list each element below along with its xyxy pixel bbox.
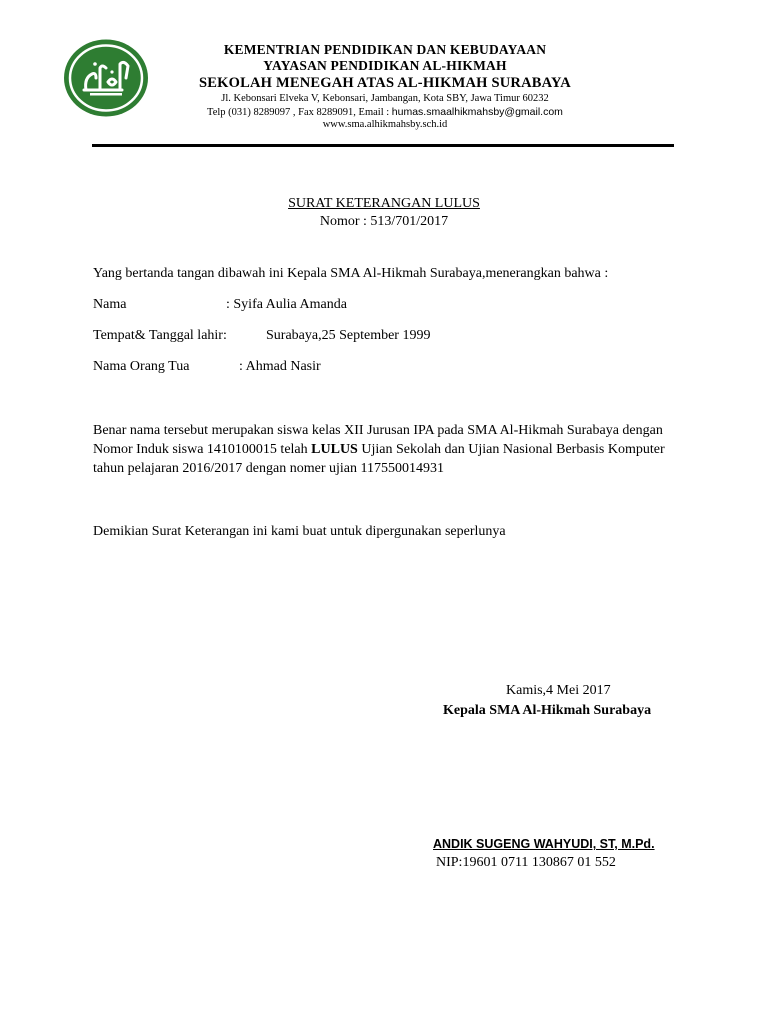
letter-intro: Yang bertanda tangan dibawah ini Kepala SMA Al-Hikmah Surabaya,menerangkan bahwa :	[93, 266, 609, 281]
field-name-label: Nama	[93, 297, 127, 312]
letter-closing: Demikian Surat Keterangan ini kami buat untuk dipergunakan seperlunya	[93, 524, 506, 539]
field-birth-value: Surabaya,25 September 1999	[266, 328, 431, 343]
letterhead-ministry: KEMENTRIAN PENDIDIKAN DAN KEBUDAYAAN	[223, 42, 547, 57]
letter-date: Kamis,4 Mei 2017	[506, 683, 611, 698]
letterhead-contact	[160, 106, 610, 118]
signatory-nip: NIP:19601 0711 130867 01 552	[436, 855, 616, 870]
body-status-bold: LULUS	[311, 442, 358, 457]
letter-number: Nomor : 513/701/2017	[319, 214, 449, 229]
letterhead-divider	[92, 144, 674, 147]
letter-title-block	[0, 196, 768, 230]
letterhead-address: Jl. Kebonsari Elveka V, Kebonsari, Jambangan, Kota SBY, Jawa Timur 60232	[221, 93, 549, 104]
field-parent-label: Nama Orang Tua	[93, 359, 190, 374]
field-birth-label: Tempat& Tanggal lahir:	[93, 328, 227, 343]
letterhead-website: www.sma.alhikmahsby.sch.id	[322, 119, 448, 130]
letter-title: SURAT KETERANGAN LULUS	[288, 196, 480, 211]
field-parent-value: : Ahmad Nasir	[239, 359, 321, 374]
body-text-2: Ujian Sekolah dan Ujian Nasional Berbasis Komputer tahun pelajaran 2016/2017 dengan nomer ujian 117550014931	[93, 442, 665, 476]
letterhead-email: humas.smaalhikmahsby@gmail.com	[391, 106, 563, 118]
field-name-value: : Syifa Aulia Amanda	[226, 297, 347, 312]
letterhead-foundation: YAYASAN PENDIDIKAN AL-HIKMAH	[263, 58, 507, 73]
signatory-name: ANDIK SUGENG WAHYUDI, ST, M.Pd.	[433, 837, 655, 851]
letterhead-school-name: SEKOLAH MENEGAH ATAS AL-HIKMAH SURABAYA	[199, 75, 571, 91]
letter-body	[93, 421, 683, 478]
school-logo	[62, 38, 150, 118]
body-text-1: Benar nama tersebut merupakan siswa kelas XII Jurusan IPA pada SMA Al-Hikmah Surabaya dengan Nomor Induk siswa 1410100015 telah	[93, 423, 663, 457]
signatory-position: Kepala SMA Al-Hikmah Surabaya	[443, 703, 652, 718]
letterhead-phone-fax: Telp (031) 8289097 , Fax 8289091, Email :	[207, 107, 392, 118]
